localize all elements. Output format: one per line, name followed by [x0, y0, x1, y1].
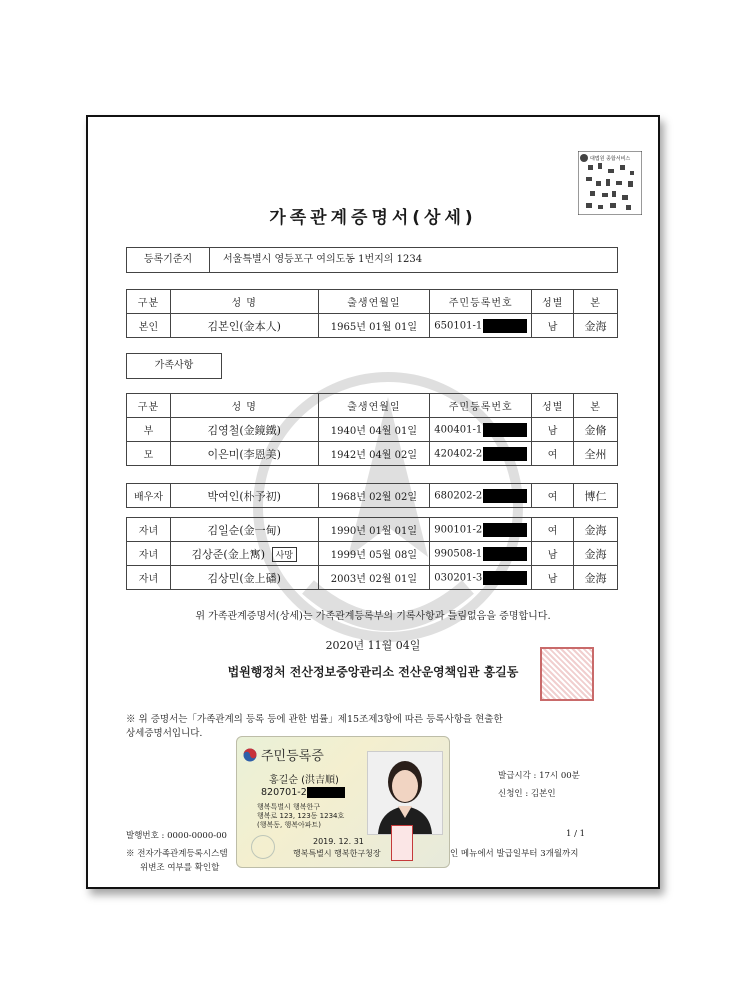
- id-photo: [367, 751, 443, 835]
- spouse-table: [126, 483, 618, 508]
- family-section-label: 가족사항: [126, 353, 222, 379]
- relation-cell: 본인: [127, 314, 171, 338]
- rrn-text: 030201-3: [434, 572, 483, 583]
- name-text: 김상준(金上寯): [191, 547, 266, 561]
- issuer-line: 법원행정처 전산정보중앙관리소 전산운영책임관 홍길동: [227, 665, 519, 679]
- applicant: 신청인 : 김본인: [498, 789, 556, 799]
- rrn-text: 400401-1: [434, 424, 483, 435]
- sex-cell: 남: [532, 314, 574, 338]
- id-card-header: [243, 745, 324, 764]
- id-rrn: [261, 787, 345, 798]
- taegeuk-icon: [243, 748, 257, 762]
- header-cell: 성별: [532, 394, 574, 418]
- rrn-text: 650101-1: [434, 320, 483, 331]
- redaction-bar: [483, 423, 527, 437]
- parents-table: [126, 393, 618, 466]
- rrn-cell: [430, 518, 532, 542]
- registration-base-value: 서울특별시 영등포구 여의도동 1번지의 1234: [223, 254, 423, 265]
- name-cell: 이은미(李恩美): [170, 442, 318, 466]
- rrn-text: 990508-1: [434, 548, 483, 559]
- id-issue-date: 2019. 12. 31: [313, 837, 364, 846]
- self-table: [126, 289, 618, 338]
- id-rrn-text: 820701-2: [261, 787, 307, 798]
- header-cell: 구분: [127, 290, 171, 314]
- id-card: [236, 736, 450, 868]
- registration-base-label: 등록기준지: [127, 248, 210, 272]
- name-cell: 김상민(金上磻): [170, 566, 318, 590]
- name-cell: [170, 542, 318, 566]
- relation-cell: 배우자: [127, 484, 171, 508]
- id-address-3: (행복동, 행복아파트): [257, 821, 322, 829]
- redaction-bar: [483, 571, 527, 585]
- rrn-cell: [430, 418, 532, 442]
- registration-base-box: [126, 247, 618, 273]
- id-card-title: 주민등록증: [261, 749, 324, 764]
- note-line: 상세증명서입니다.: [126, 728, 203, 739]
- id-address-1: 행복특별시 행복한구: [257, 803, 321, 811]
- relation-cell: 자녀: [127, 518, 171, 542]
- sex-cell: 여: [532, 518, 574, 542]
- sex-cell: 남: [532, 566, 574, 590]
- rrn-cell: [430, 314, 532, 338]
- header-cell: 주민등록번호: [430, 290, 532, 314]
- certification-statement: 위 가족관계증명서(상세)는 가족관계등록부의 기록사항과 틀림없음을 증명합니다.: [195, 611, 551, 622]
- birth-cell: 1942년 04월 02일: [318, 442, 430, 466]
- redaction-bar: [483, 523, 527, 537]
- table-header-row: [127, 290, 618, 314]
- header-cell: 본: [574, 394, 618, 418]
- rrn-cell: [430, 484, 532, 508]
- issue-date: 2020년 11월 04일: [325, 639, 421, 652]
- relation-cell: 자녀: [127, 566, 171, 590]
- birth-cell: 2003년 02월 01일: [318, 566, 430, 590]
- id-hologram-icon: [251, 835, 275, 859]
- name-cell: 박여인(朴予初): [170, 484, 318, 508]
- birth-cell: 1990년 01월 01일: [318, 518, 430, 542]
- origin-cell: 金海: [574, 314, 618, 338]
- header-cell: 성 명: [170, 394, 318, 418]
- rrn-text: 680202-2: [434, 490, 483, 501]
- redaction-bar: [483, 547, 527, 561]
- footer-note: ※ 전자가족관계등록시스템: [126, 849, 228, 859]
- name-cell: 김본인(金本人): [170, 314, 318, 338]
- header-cell: 본: [574, 290, 618, 314]
- relation-cell: 부: [127, 418, 171, 442]
- sex-cell: 남: [532, 542, 574, 566]
- relation-cell: 모: [127, 442, 171, 466]
- sex-cell: 여: [532, 442, 574, 466]
- rrn-text: 900101-2: [434, 524, 483, 535]
- origin-cell: 金海: [574, 542, 618, 566]
- redaction-bar: [483, 319, 527, 333]
- birth-cell: 1968년 02월 02일: [318, 484, 430, 508]
- children-table: [126, 517, 618, 590]
- id-address-2: 행복로 123, 123동 1234호: [257, 812, 345, 820]
- page-number: 1 / 1: [566, 829, 586, 839]
- origin-cell: 博仁: [574, 484, 618, 508]
- header-cell: 구분: [127, 394, 171, 418]
- birth-cell: 1999년 05월 08일: [318, 542, 430, 566]
- rrn-cell: [430, 566, 532, 590]
- header-cell: 주민등록번호: [430, 394, 532, 418]
- official-seal: [540, 647, 594, 701]
- table-header-row: [127, 394, 618, 418]
- name-cell: 김일순(金一甸): [170, 518, 318, 542]
- table-row: [127, 518, 618, 542]
- origin-cell: 金海: [574, 566, 618, 590]
- rrn-cell: [430, 442, 532, 466]
- document-title: 가족관계증명서(상세): [269, 208, 477, 228]
- header-cell: 출생연월일: [318, 394, 430, 418]
- issue-time: 발급시각 : 17시 00분: [498, 771, 580, 781]
- qr-label: 대법원 종합서비스: [590, 156, 631, 162]
- header-cell: 출생연월일: [318, 290, 430, 314]
- footer-note-tail: 인 메뉴에서 발급일부터 3개월까지: [450, 849, 579, 859]
- table-row: [127, 314, 618, 338]
- person-portrait-icon: [368, 752, 442, 834]
- footer-note-2: 위변조 여부를 확인할: [140, 863, 220, 873]
- redaction-bar: [307, 787, 345, 798]
- deceased-tag: 사망: [272, 547, 297, 562]
- sex-cell: 남: [532, 418, 574, 442]
- name-cell: 김영철(金鏡鐵): [170, 418, 318, 442]
- sex-cell: 여: [532, 484, 574, 508]
- origin-cell: 金脩: [574, 418, 618, 442]
- table-row: [127, 484, 618, 508]
- rrn-cell: [430, 542, 532, 566]
- redaction-bar: [483, 489, 527, 503]
- rrn-text: 420402-2: [434, 448, 483, 459]
- table-row: [127, 542, 618, 566]
- header-cell: 성별: [532, 290, 574, 314]
- id-name: 홍길순 (洪吉順): [269, 775, 339, 786]
- issue-number: 발행번호 : 0000-0000-00: [126, 831, 227, 841]
- header-cell: 성 명: [170, 290, 318, 314]
- birth-cell: 1940년 04월 01일: [318, 418, 430, 442]
- table-row: [127, 418, 618, 442]
- origin-cell: 全州: [574, 442, 618, 466]
- relation-cell: 자녀: [127, 542, 171, 566]
- id-authority: 행복특별시 행복한구청장: [293, 849, 381, 858]
- redaction-bar: [483, 447, 527, 461]
- origin-cell: 金海: [574, 518, 618, 542]
- note-line: ※ 위 증명서는「가족관계의 등록 등에 관한 법률」제15조제3항에 따른 등록사항을 현출한: [126, 714, 503, 725]
- birth-cell: 1965년 01월 01일: [318, 314, 430, 338]
- table-row: [127, 566, 618, 590]
- table-row: [127, 442, 618, 466]
- id-seal: [391, 825, 413, 861]
